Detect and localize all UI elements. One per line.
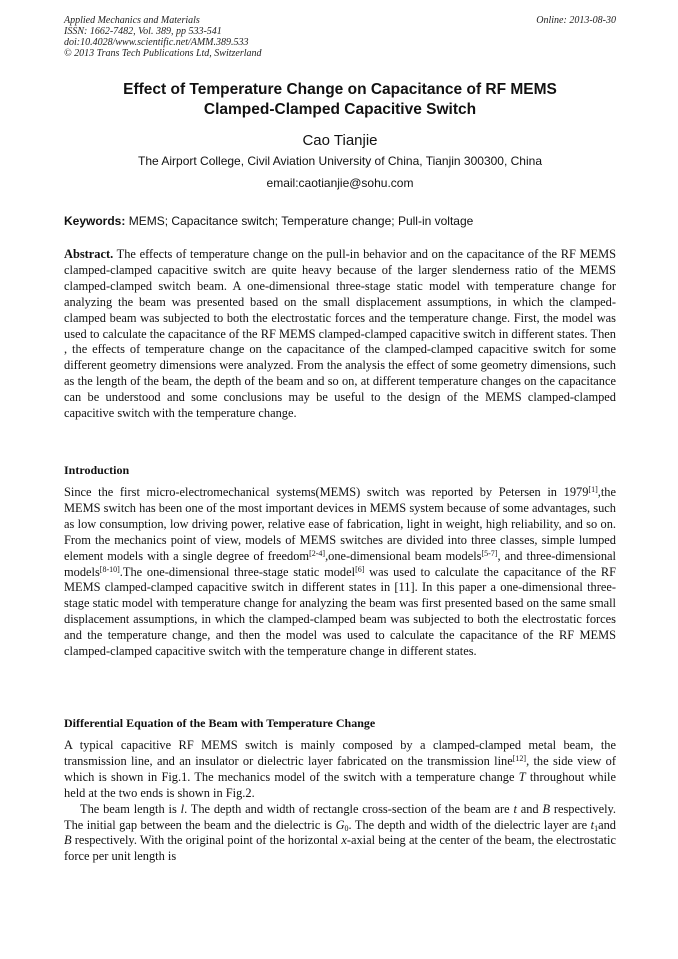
- affiliation: The Airport College, Civil Aviation University of China, Tianjin 300300, China: [138, 154, 542, 168]
- text-run: ,one-dimensional beam models: [325, 548, 482, 563]
- copyright: © 2013 Trans Tech Publications Ltd, Switzerland: [64, 48, 262, 59]
- text-run: .The one-dimensional three-stage static model: [119, 564, 356, 579]
- author-name: Cao Tianjie: [302, 132, 378, 149]
- symbol-x: x: [341, 833, 347, 848]
- citation: [6]: [355, 564, 365, 574]
- text-run: , the side view of which is shown in Fig.1. The mechanics model of the switch with a temperature change: [64, 753, 616, 784]
- subscript: 0: [344, 823, 349, 833]
- abstract: [64, 247, 616, 422]
- abstract-text: The effects of temperature change on the pull-in behavior and on the capacitance of the RF MEMS clamped-clamped capacitive switch are quite heavy because of the larger slenderness ratio of the MEMS clamped-clamped switch beam. A one-dimensional three-stage static model with temperature change for analyzing the beam was presented based on the small displacement assumptions, in which the clamped-clamped beam was subjected to both the electrostatic forces and the temperature change. First, the model was used to calculate the capacitance of the RF MEMS clamped-clamped capacitive switch in different states. Then , the effects of temperature change on the capacitance of the clamped-clamped capacitive switch for some different geometry dimensions were analyzed. From the analysis the effect of some geometry dimensions, such as the length of the beam, the depth of the beam and so on, at different temperature changes on the capacitance can be understood and some conclusions may be useful to the design of the MEMS clamped-clamped capacitive switch with the temperature change.: [64, 247, 617, 421]
- keywords-label: Keywords:: [64, 214, 126, 228]
- differential-equation-section: [64, 738, 616, 865]
- text-run: . The depth and width of rectangle cross-section of the beam are: [184, 801, 514, 816]
- text-run: throughout while held at the two ends is shown in Fig.2.: [64, 769, 616, 800]
- symbol-B: B: [64, 833, 72, 848]
- citation: [2-4]: [309, 548, 326, 558]
- text-run: The beam length is: [80, 801, 181, 816]
- text-run: and: [598, 817, 616, 832]
- text-run: Since the first micro-electromechanical systems(MEMS) switch was reported by Petersen in 1979: [64, 485, 589, 499]
- introduction-paragraph: [64, 485, 616, 660]
- author-email: email:caotianjie@sohu.com: [266, 176, 414, 190]
- subscript: 1: [594, 823, 599, 833]
- journal-header: [64, 15, 616, 59]
- title-line-2: Clamped-Clamped Capacitive Switch: [203, 101, 477, 118]
- online-date: Online: 2013-08-30: [536, 15, 616, 26]
- journal-name: Applied Mechanics and Materials: [64, 15, 200, 26]
- text-run: ,the MEMS switch has been one of the most important devices in MEMS system because of some advantages, such as low consumption, low driving power, relative ease of fabrication, light in weight, high reliability, and so on. From the mechanics point of view, models of MEMS switches are divided into three classes, simple lumped element models with a single degree of freedom: [64, 485, 616, 563]
- text-run: -axial being at the center of the beam, the electrostatic force per unit length is: [64, 833, 616, 864]
- text-run: and: [516, 801, 543, 816]
- text-run: . The depth and width of the dielectric layer are: [348, 817, 591, 832]
- citation: [5-7]: [481, 548, 498, 558]
- keywords: [64, 214, 616, 229]
- text-run: , and three-dimensional models: [64, 548, 617, 579]
- text-run: respectively. With the original point of the horizontal: [71, 833, 342, 848]
- symbol-B: B: [542, 801, 551, 816]
- paper-title: [64, 80, 616, 120]
- citation: [1]: [588, 485, 598, 494]
- section-heading-introduction: Introduction: [64, 463, 130, 477]
- paragraph-2: [64, 802, 616, 866]
- symbol-T: T: [518, 769, 526, 784]
- symbol-l: l: [180, 801, 185, 816]
- section-heading-differential-equation: Differential Equation of the Beam with Temperature Change: [64, 716, 376, 730]
- text-run: was used to calculate the capacitance of the RF MEMS clamped-clamped capacitive switch in different states in [11]. In this paper a one-dimensional three-stage static model with temperature change for analyzing the beam was first presented based on the same small displacement assumptions, in which the clamped-clamped beam was subjected to both the electrostatic forces and the temperature change, and then the model was used to calculate the capacitance of the RF MEMS clamped-clamped capacitive switch with the temperature change in different states.: [64, 564, 616, 659]
- text-run: respectively. The initial gap between the beam and the dielectric is: [64, 801, 616, 832]
- citation: [12]: [512, 753, 527, 763]
- citation: [8-10]: [99, 564, 120, 574]
- keywords-text: MEMS; Capacitance switch; Temperature change; Pull-in voltage: [128, 214, 474, 228]
- abstract-label: Abstract.: [64, 247, 114, 261]
- issn: ISSN: 1662-7482, Vol. 389, pp 533-541: [64, 26, 222, 37]
- symbol-G: G: [335, 817, 345, 832]
- symbol-t: t: [513, 801, 517, 816]
- text-run: A typical capacitive RF MEMS switch is mainly composed by a clamped-clamped metal beam, the transmission line, and an insulator or dielectric layer fabricated on the transmission line: [64, 738, 616, 768]
- paragraph-1: [64, 738, 616, 802]
- symbol-t1: t: [590, 817, 595, 832]
- title-line-1: Effect of Temperature Change on Capacitance of RF MEMS: [123, 81, 557, 98]
- doi: doi:10.4028/www.scientific.net/AMM.389.533: [64, 37, 249, 48]
